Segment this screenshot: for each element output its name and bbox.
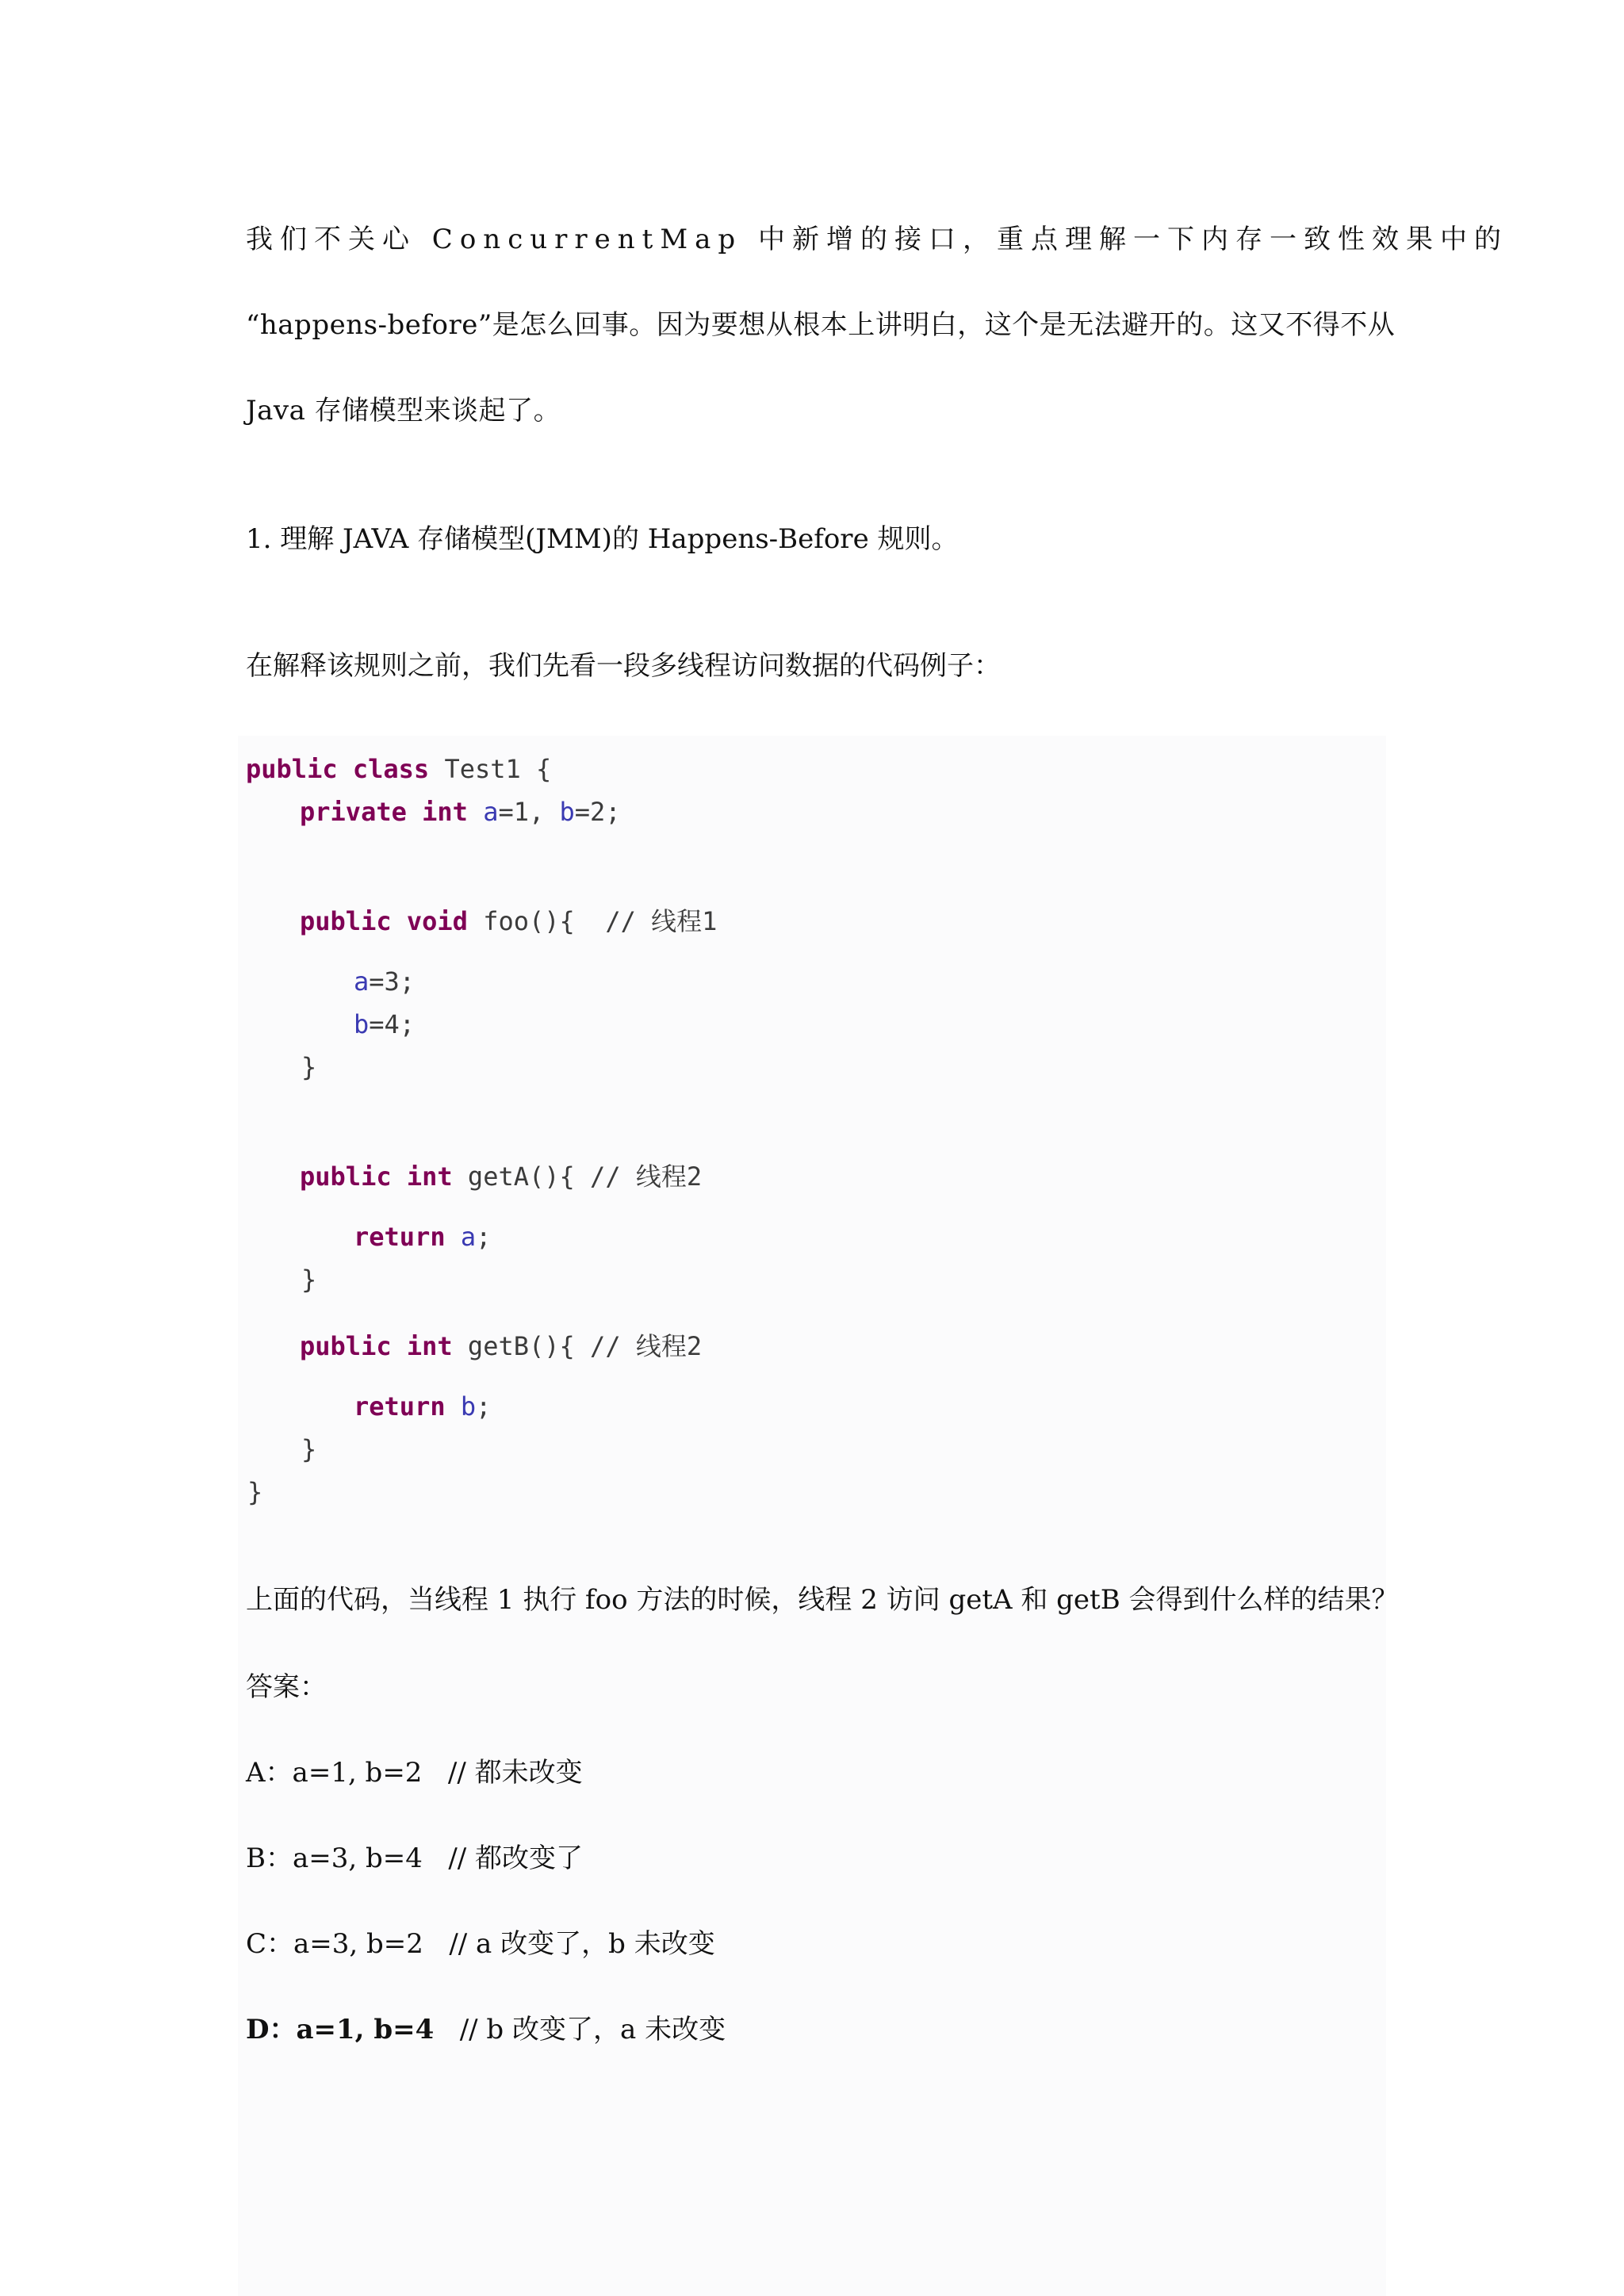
answer-value: C：a=3, b=2 xyxy=(246,1928,423,1960)
code-keyword: return xyxy=(354,1222,446,1252)
code-line xyxy=(354,1008,415,1040)
answer-value: B：a=3, b=4 xyxy=(246,1843,423,1874)
code-keyword: void xyxy=(406,906,468,936)
code-line xyxy=(354,966,415,997)
code-class-name: Test1 { xyxy=(429,754,552,784)
code-text: =4; xyxy=(369,1009,416,1039)
answer-comment: // 都改变了 xyxy=(448,1843,584,1874)
code-keyword: public xyxy=(300,906,392,936)
answer-comment: // b 改变了，a 未改变 xyxy=(459,2014,726,2045)
code-keyword: public xyxy=(246,754,338,784)
question-text: 上面的代码，当线程 1 执行 foo 方法的时候，线程 2 访问 getA 和 getB 会得到什么样的结果？ xyxy=(246,1584,1399,1616)
code-method-sig: getB(){ xyxy=(452,1331,591,1361)
code-line xyxy=(300,905,717,937)
section-lead: 在解释该规则之前，我们先看一段多线程访问数据的代码例子： xyxy=(246,650,1001,682)
code-line xyxy=(300,1330,702,1362)
code-brace: } xyxy=(247,1477,263,1507)
code-text: =3; xyxy=(369,966,416,997)
code-field: a xyxy=(460,1222,477,1252)
answer-option xyxy=(246,1927,715,1961)
code-line xyxy=(300,1161,702,1192)
code-text: ; xyxy=(476,1391,492,1422)
intro-line-2: “happens-before”是怎么回事。因为要想从根本上讲明白，这个是无法避开的。这又不得不从 xyxy=(246,309,1396,341)
answer-value: A：a=1, b=2 xyxy=(246,1757,423,1789)
code-field: b xyxy=(559,797,575,827)
code-line xyxy=(354,1391,491,1422)
code-line xyxy=(300,796,621,828)
answer-label: 答案： xyxy=(246,1671,327,1703)
intro-line-1: 我们不关心 ConcurrentMap 中新增的接口，重点理解一下内存一致性效果中的 xyxy=(246,224,1508,255)
code-brace: } xyxy=(301,1434,317,1464)
intro-line-3: Java 存储模型来谈起了。 xyxy=(246,395,561,427)
code-line xyxy=(246,753,551,785)
code-keyword: class xyxy=(352,754,430,784)
code-field: a xyxy=(354,966,370,997)
answer-option xyxy=(246,1841,583,1876)
code-line xyxy=(354,1221,491,1253)
code-line xyxy=(247,1476,262,1508)
code-text: ; xyxy=(476,1222,492,1252)
code-comment: // 线程2 xyxy=(590,1331,703,1361)
answer-option xyxy=(246,1755,583,1790)
code-method-sig: foo(){ xyxy=(467,906,606,936)
code-keyword: public xyxy=(300,1161,392,1192)
code-keyword: private xyxy=(300,797,407,827)
code-keyword: int xyxy=(406,1331,453,1361)
code-keyword: int xyxy=(422,797,468,827)
code-keyword: public xyxy=(300,1331,392,1361)
code-brace: } xyxy=(301,1052,317,1082)
code-field: a xyxy=(483,797,499,827)
answer-value: D：a=1, b=4 xyxy=(246,2014,435,2045)
code-brace: } xyxy=(301,1265,317,1295)
code-field: b xyxy=(354,1009,370,1039)
code-line xyxy=(301,1051,316,1083)
code-method-sig: getA(){ xyxy=(452,1161,591,1192)
code-line xyxy=(301,1264,316,1295)
code-comment: // 线程2 xyxy=(590,1161,703,1192)
answer-comment: // 都未改变 xyxy=(447,1757,583,1789)
code-text: =2; xyxy=(574,797,621,827)
code-keyword: int xyxy=(406,1161,453,1192)
answer-comment: // a 改变了，b 未改变 xyxy=(449,1928,715,1960)
section-heading: 1. 理解 JAVA 存储模型(JMM)的 Happens-Before 规则。 xyxy=(246,523,959,555)
code-text: =1, xyxy=(498,797,560,827)
answer-option-correct xyxy=(246,2012,726,2047)
code-line xyxy=(301,1433,316,1465)
code-keyword: return xyxy=(354,1391,446,1422)
code-comment: // 线程1 xyxy=(605,906,718,936)
code-field: b xyxy=(460,1391,477,1422)
